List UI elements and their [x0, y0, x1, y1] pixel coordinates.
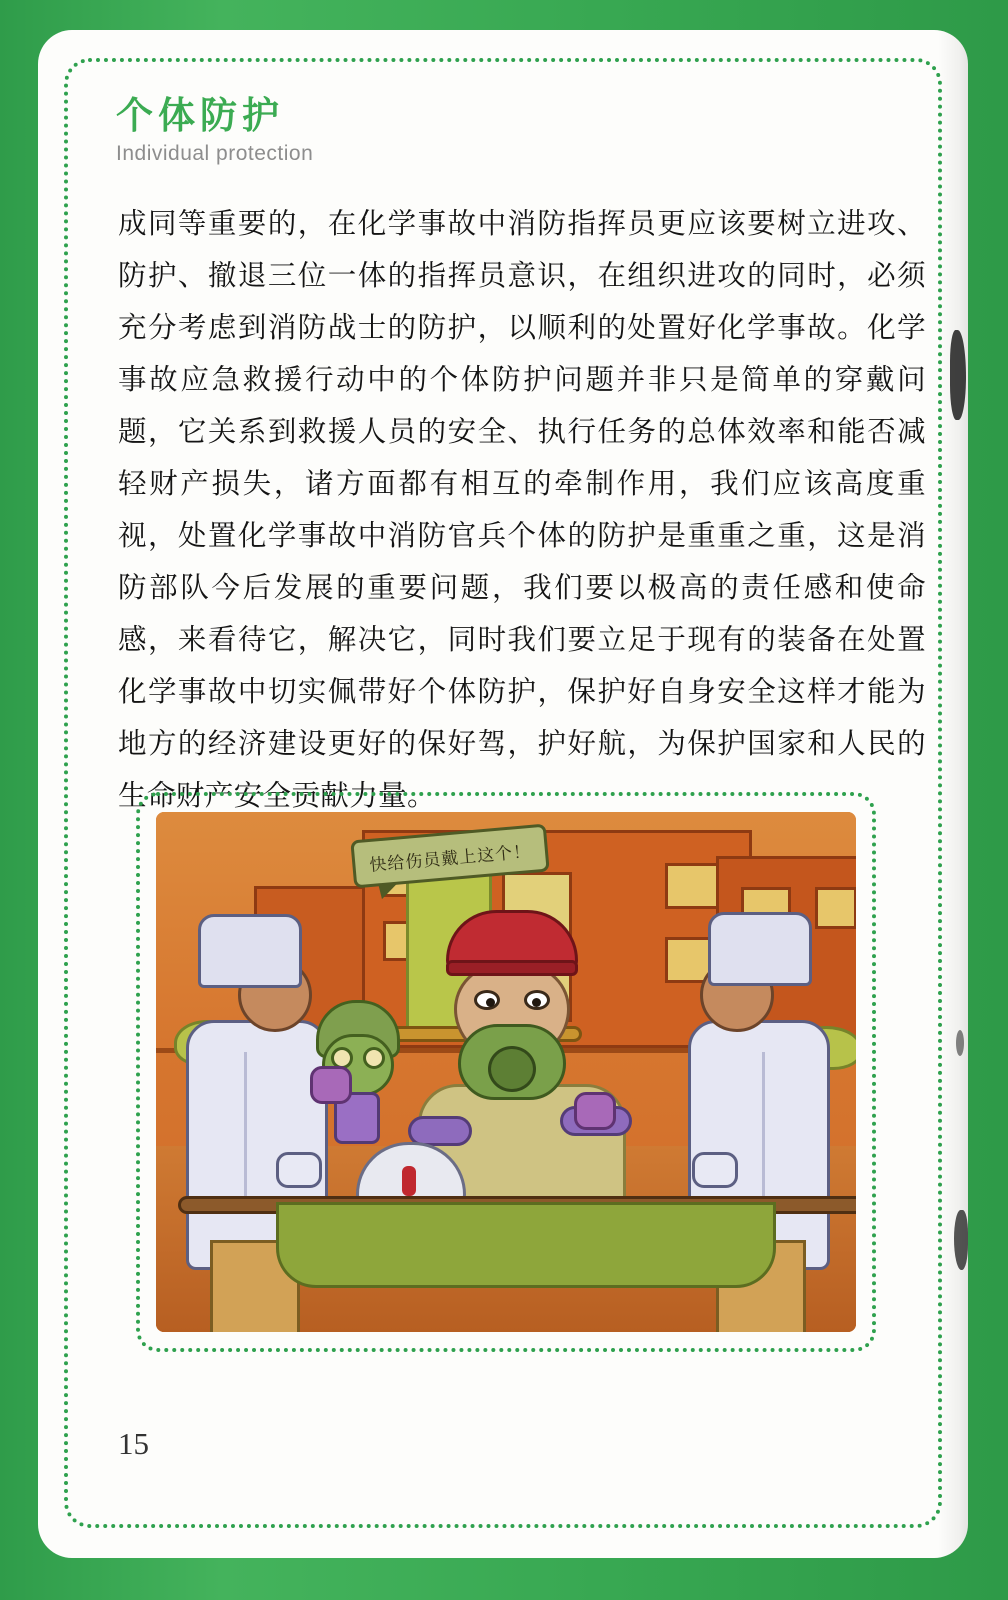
speech-bubble-text: 快给伤员戴上这个！	[368, 841, 532, 876]
scan-artifact	[954, 1210, 968, 1270]
pupil-icon	[486, 998, 495, 1007]
pupil-icon	[532, 998, 541, 1007]
medic-cap-icon	[708, 912, 812, 986]
medic-hand	[692, 1152, 738, 1188]
body-paragraph: 成同等重要的，在化学事故中消防指挥员更应该要树立进攻、防护、撤退三位一体的指挥员意识，在组织进攻的同时，必须充分考虑到消防战士的防护，以顺利的处置好化学事故。化学事故应急救援行动中的个体防护问题并非只是简单的穿戴问题，它关系到救援人员的安全、执行任务的总体效率和能否减轻财产损失，诸方面都有相互的牵制作用，我们应该高度重视，处置化学事故中消防官兵个体的防护是重重之重，这是消防部队今后发展的重要问题，我们要以极高的责任感和使命感，来看待它，解决它，同时我们要立足于现有的装备在处置化学事故中切实佩带好个体防护，保护好自身安全这样才能为地方的经济建设更好的保好驾，护好航，为保护国家和人民的生命财产安全贡献力量。	[118, 207, 926, 812]
page-number: 15	[118, 1426, 149, 1461]
section-title-en: Individual protection	[116, 141, 314, 165]
stretcher-canvas	[276, 1202, 776, 1288]
paper-edge-shading	[938, 30, 968, 1558]
eye-icon	[524, 990, 550, 1010]
firefighter-glove-left	[310, 1066, 352, 1104]
page-white-area	[38, 30, 968, 1558]
scan-artifact	[956, 1030, 964, 1056]
eye-icon	[474, 990, 500, 1010]
gas-mask-filter-icon	[488, 1046, 536, 1092]
spare-gas-mask-icon	[312, 1000, 404, 1150]
medic-cap-icon	[198, 914, 302, 988]
firefighter-glove-right	[574, 1092, 616, 1130]
coat-fold	[762, 1052, 765, 1202]
medic-hand	[276, 1152, 322, 1188]
rescue-scene-illustration	[156, 812, 856, 1332]
scan-artifact	[950, 330, 966, 420]
illustration-frame	[136, 792, 876, 1352]
section-header	[116, 96, 716, 166]
gas-mask-lens-icon	[363, 1047, 385, 1069]
section-title-cn: 个体防护	[116, 94, 284, 137]
helmet-band	[446, 960, 578, 976]
coat-fold	[244, 1052, 247, 1202]
blood-stain	[402, 1166, 416, 1196]
